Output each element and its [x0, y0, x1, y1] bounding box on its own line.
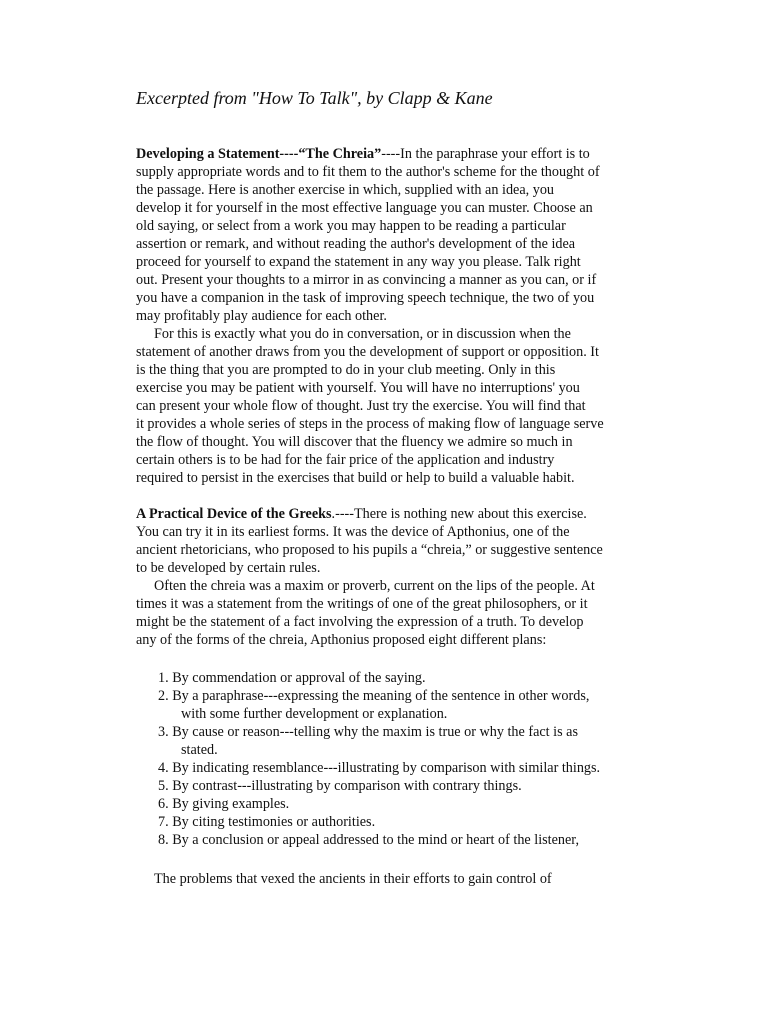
section-greeks	[136, 505, 636, 649]
list-item: 5. By contrast---illustrating by comparison with contrary things.	[158, 778, 522, 794]
paragraph-line: is the thing that you are prompted to do in your club meeting. Only in this	[136, 362, 556, 378]
list-item: 1. By commendation or approval of the saying.	[158, 670, 426, 686]
list-item: 6. By giving examples.	[158, 796, 290, 812]
paragraph-line: statement of another draws from you the development of support or opposition. It	[136, 344, 599, 360]
paragraph-line: certain others is to be had for the fair price of the application and industry	[136, 452, 555, 468]
paragraph-line: You can try it in its earliest forms. It was the device of Apthonius, one of the	[136, 524, 570, 540]
list-item: 4. By indicating resemblance---illustrating by comparison with similar things.	[158, 760, 601, 776]
paragraph-line: required to persist in the exercises that build or help to build a valuable habit.	[136, 470, 575, 486]
closing-paragraph	[136, 870, 636, 888]
list-item: 2. By a paraphrase---expressing the meaning of the sentence in other words,	[158, 688, 590, 704]
paragraph-line: the flow of thought. You will discover that the fluency we admire so much in	[136, 434, 573, 450]
document-title: Excerpted from "How To Talk", by Clapp & Kane	[136, 88, 493, 108]
paragraph-line: you have a companion in the task of improving speech technique, the two of you	[136, 290, 595, 306]
section-heading: A Practical Device of the Greeks	[136, 506, 332, 522]
paragraph-line: develop it for yourself in the most effective language you can muster. Choose an	[136, 200, 593, 216]
paragraph-line: ancient rhetoricians, who proposed to his pupils a “chreia,” or suggestive sentence	[136, 542, 603, 558]
list-item-continuation: stated.	[181, 742, 218, 758]
paragraph-line: it provides a whole series of steps in the process of making flow of language serve	[136, 416, 604, 432]
section-first-line-text: .----There is nothing new about this exercise.	[331, 506, 587, 522]
paragraph-line: the passage. Here is another exercise in which, supplied with an idea, you	[136, 182, 555, 198]
list-item: 8. By a conclusion or appeal addressed to the mind or heart of the listener,	[158, 832, 579, 848]
paragraph-line: The problems that vexed the ancients in their efforts to gain control of	[154, 871, 552, 887]
paragraph-line: out. Present your thoughts to a mirror in as convincing a manner as you can, or if	[136, 272, 597, 288]
paragraph-line: old saying, or select from a work you may happen to be reading a particular	[136, 218, 566, 234]
section-first-line	[136, 505, 636, 523]
paragraph-line: times it was a statement from the writings of one of the great philosophers, or it	[136, 596, 588, 612]
paragraph-line: For this is exactly what you do in conversation, or in discussion when the	[154, 326, 571, 342]
paragraph-line: assertion or remark, and without reading the author's development of the idea	[136, 236, 576, 252]
paragraph-line: supply appropriate words and to fit them to the author's scheme for the thought of	[136, 164, 600, 180]
section-first-line-text: ----In the paraphrase your effort is to	[381, 146, 590, 162]
list-item-continuation: with some further development or explanation.	[181, 706, 448, 722]
paragraph-line: exercise you may be patient with yourself. You will have no interruptions' you	[136, 380, 580, 396]
section-heading: Developing a Statement----“The Chreia”	[136, 146, 382, 162]
list-item: 7. By citing testimonies or authorities.	[158, 814, 376, 830]
section-first-line	[136, 145, 636, 163]
paragraph-line: proceed for yourself to expand the statement in any way you please. Talk right	[136, 254, 581, 270]
paragraph-line: Often the chreia was a maxim or proverb, current on the lips of the people. At	[154, 578, 595, 594]
plans-list	[136, 669, 636, 849]
paragraph-line: might be the statement of a fact involving the expression of a truth. To develop	[136, 614, 584, 630]
paragraph-line: may profitably play audience for each other.	[136, 308, 387, 324]
list-item: 3. By cause or reason---telling why the maxim is true or why the fact is as	[158, 724, 578, 740]
paragraph-line: any of the forms of the chreia, Apthonius proposed eight different plans:	[136, 632, 547, 648]
paragraph-line: can present your whole flow of thought. Just try the exercise. You will find that	[136, 398, 586, 414]
section-chreia	[136, 145, 636, 487]
paragraph-line: to be developed by certain rules.	[136, 560, 321, 576]
